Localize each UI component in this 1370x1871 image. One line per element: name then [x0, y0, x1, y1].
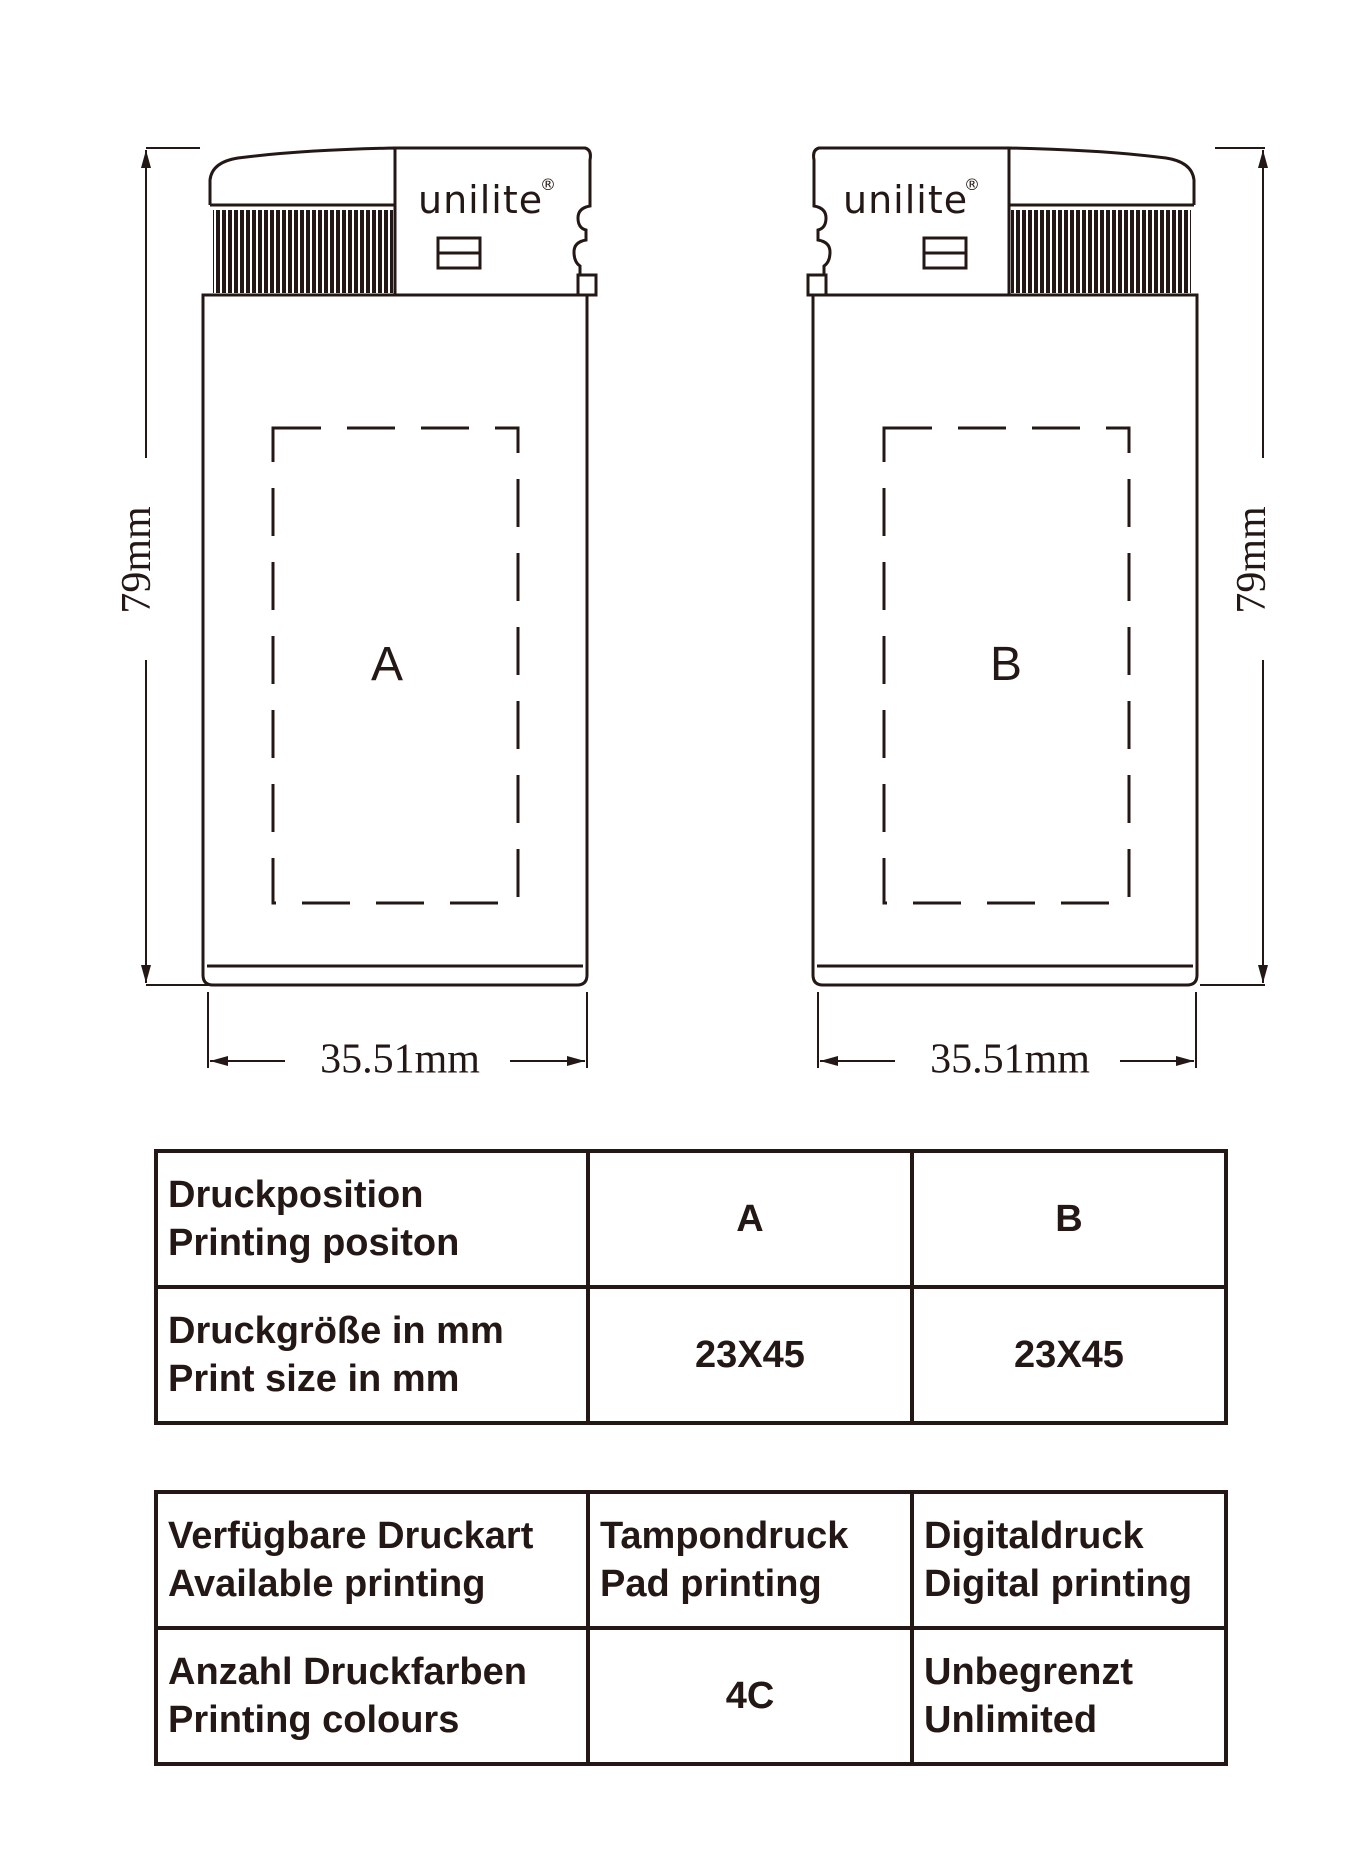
- cell-size-a: 23X45: [588, 1287, 912, 1423]
- lighter-drawing-b: [808, 148, 1275, 1083]
- lighter-drawing-a: [114, 148, 596, 1083]
- value-de: Unbegrenzt: [924, 1651, 1133, 1693]
- row-label-available-printing: [156, 1492, 588, 1628]
- brand-registered-mark-a: ®: [540, 175, 557, 194]
- table-row: [156, 1628, 1226, 1764]
- width-dimension-label-a: 35.51mm: [320, 1036, 480, 1083]
- cell-position-a: A: [588, 1151, 912, 1287]
- table-row: [156, 1492, 1226, 1628]
- cell-colours-pad: 4C: [588, 1628, 912, 1764]
- height-dimension-label-a: 79mm: [114, 506, 160, 614]
- label-de: Anzahl Druckfarben: [168, 1651, 527, 1693]
- table-row: [156, 1287, 1226, 1423]
- value-en: Unlimited: [924, 1699, 1098, 1741]
- value-en: Pad printing: [600, 1563, 822, 1605]
- row-label-printing-colours: [156, 1628, 588, 1764]
- row-label-printing-position: [156, 1151, 588, 1287]
- brand-logo-b: unilite: [843, 178, 969, 222]
- label-de: Druckgröße in mm: [168, 1310, 504, 1352]
- value-de: Digitaldruck: [924, 1515, 1144, 1557]
- cell-digital-printing: [912, 1492, 1226, 1628]
- cell-size-b: 23X45: [912, 1287, 1226, 1423]
- print-area-label-b: B: [989, 638, 1023, 691]
- print-position-table: [154, 1149, 1228, 1425]
- label-en: Print size in mm: [168, 1358, 460, 1400]
- cell-position-b: B: [912, 1151, 1226, 1287]
- table-row: [156, 1151, 1226, 1287]
- width-dimension-label-b: 35.51mm: [930, 1036, 1090, 1083]
- brand-logo-a: unilite: [418, 178, 544, 222]
- label-de: Verfügbare Druckart: [168, 1515, 534, 1557]
- printing-method-table: [154, 1490, 1228, 1766]
- label-en: Printing positon: [168, 1222, 460, 1264]
- row-label-print-size: [156, 1287, 588, 1423]
- height-dimension-label-b: 79mm: [1229, 506, 1275, 614]
- value-en: Digital printing: [924, 1563, 1193, 1605]
- label-de: Druckposition: [168, 1174, 424, 1216]
- cell-colours-digital: [912, 1628, 1226, 1764]
- cell-pad-printing: [588, 1492, 912, 1628]
- label-en: Available printing: [168, 1563, 486, 1605]
- print-area-label-a: A: [370, 638, 404, 691]
- value-de: Tampondruck: [600, 1515, 849, 1557]
- label-en: Printing colours: [168, 1699, 460, 1741]
- brand-registered-mark-b: ®: [964, 175, 981, 194]
